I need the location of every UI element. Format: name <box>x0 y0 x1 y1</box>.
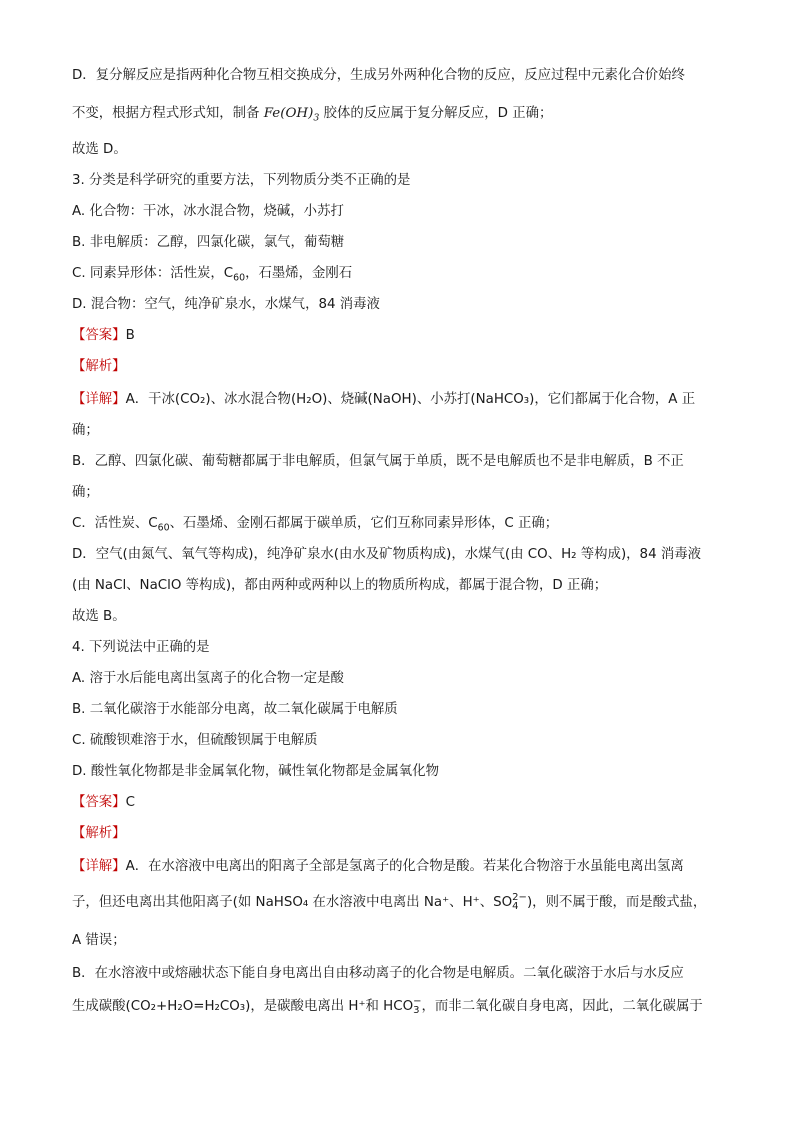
text-line: 确； <box>72 423 99 438</box>
text-line: 不变，根据方程式形式知，制备 $Fe(OH)_3$ 胶体的反应属于复分解反应，D 正确； <box>72 106 553 124</box>
question-stem: 3. 分类是科学研究的重要方法，下列物质分类不正确的是 <box>72 173 411 188</box>
option-d: D. 酸性氧化物都是非金属氧化物，碱性氧化物都是金属氧化物 <box>72 764 439 779</box>
option-c: C. 同素异形体：活性炭，$C_{60}$，石墨烯，金刚石 <box>72 266 353 284</box>
option-b: B. 二氧化碳溶于水能部分电离，故二氧化碳属于电解质 <box>72 702 398 717</box>
text-line: 生成碳酸(CO₂+H₂O=H₂CO₃)，是碳酸电离出 H⁺和 HCO− 3 ，而非二氧化碳自身电离，因此，二氧化碳属于 <box>72 996 703 1017</box>
option-c: C. 硫酸钡难溶于水，但硫酸钡属于电解质 <box>72 733 318 748</box>
text-line: D．复分解反应是指两种化合物互相交换成分，生成另外两种化合物的反应，反应过程中元素化合价始终 <box>72 68 685 83</box>
ion-charge: 2− 4 <box>512 892 527 913</box>
text-line: 故选 B。 <box>72 609 126 624</box>
formula: $Fe(OH)_3$ <box>263 106 320 124</box>
text-line: 确； <box>72 485 99 500</box>
answer-line: 【答案】B <box>72 328 135 343</box>
analysis-heading: 【解析】 <box>72 826 126 841</box>
option-b: B. 非电解质：乙醇，四氯化碳，氯气，葡萄糖 <box>72 235 345 250</box>
option-a: A. 化合物：干冰，冰水混合物，烧碱，小苏打 <box>72 204 344 219</box>
text-line: 故选 D。 <box>72 142 127 157</box>
option-a: A. 溶于水后能电离出氢离子的化合物一定是酸 <box>72 671 344 686</box>
text-line: B．乙醇、四氯化碳、葡萄糖都属于非电解质，但氯气属于单质，既不是电解质也不是非电解质，B 不正 <box>72 454 684 469</box>
text-line: B．在水溶液中或熔融状态下能自身电离出自由移动离子的化合物是电解质。二氧化碳溶于水后与水反应 <box>72 966 684 981</box>
text-line: (由 NaCl、NaClO 等构成)，都由两种或两种以上的物质所构成，都属于混合物，D 正确； <box>72 578 608 593</box>
text-line: C．活性炭、$C_{60}$、石墨烯、金刚石都属于碳单质，它们互称同素异形体，C 正确； <box>72 516 559 534</box>
text-line: D．空气(由氮气、氧气等构成)，纯净矿泉水(由水及矿物质构成)，水煤气(由 CO、H₂ 等构成)，84 消毒液 <box>72 547 702 562</box>
detail-line: 【详解】A．干冰(CO₂)、冰水混合物(H₂O)、烧碱(NaOH)、小苏打(NaHCO₃)，它们都属于化合物，A 正 <box>72 392 696 407</box>
detail-line: 【详解】A．在水溶液中电离出的阳离子全部是氢离子的化合物是酸。若某化合物溶于水虽能电离出氢离 <box>72 859 684 874</box>
ion-charge: − 3 <box>413 996 422 1017</box>
answer-line: 【答案】C <box>72 795 135 810</box>
option-d: D. 混合物：空气，纯净矿泉水，水煤气，84 消毒液 <box>72 297 380 312</box>
analysis-heading: 【解析】 <box>72 359 126 374</box>
text-line: A 错误； <box>72 933 126 948</box>
text-line: 子，但还电离出其他阳离子(如 NaHSO₄ 在水溶液中电离出 Na⁺、H⁺、SO2− 4 )，则不属于酸，而是酸式盐， <box>72 892 707 913</box>
question-stem: 4. 下列说法中正确的是 <box>72 640 210 655</box>
